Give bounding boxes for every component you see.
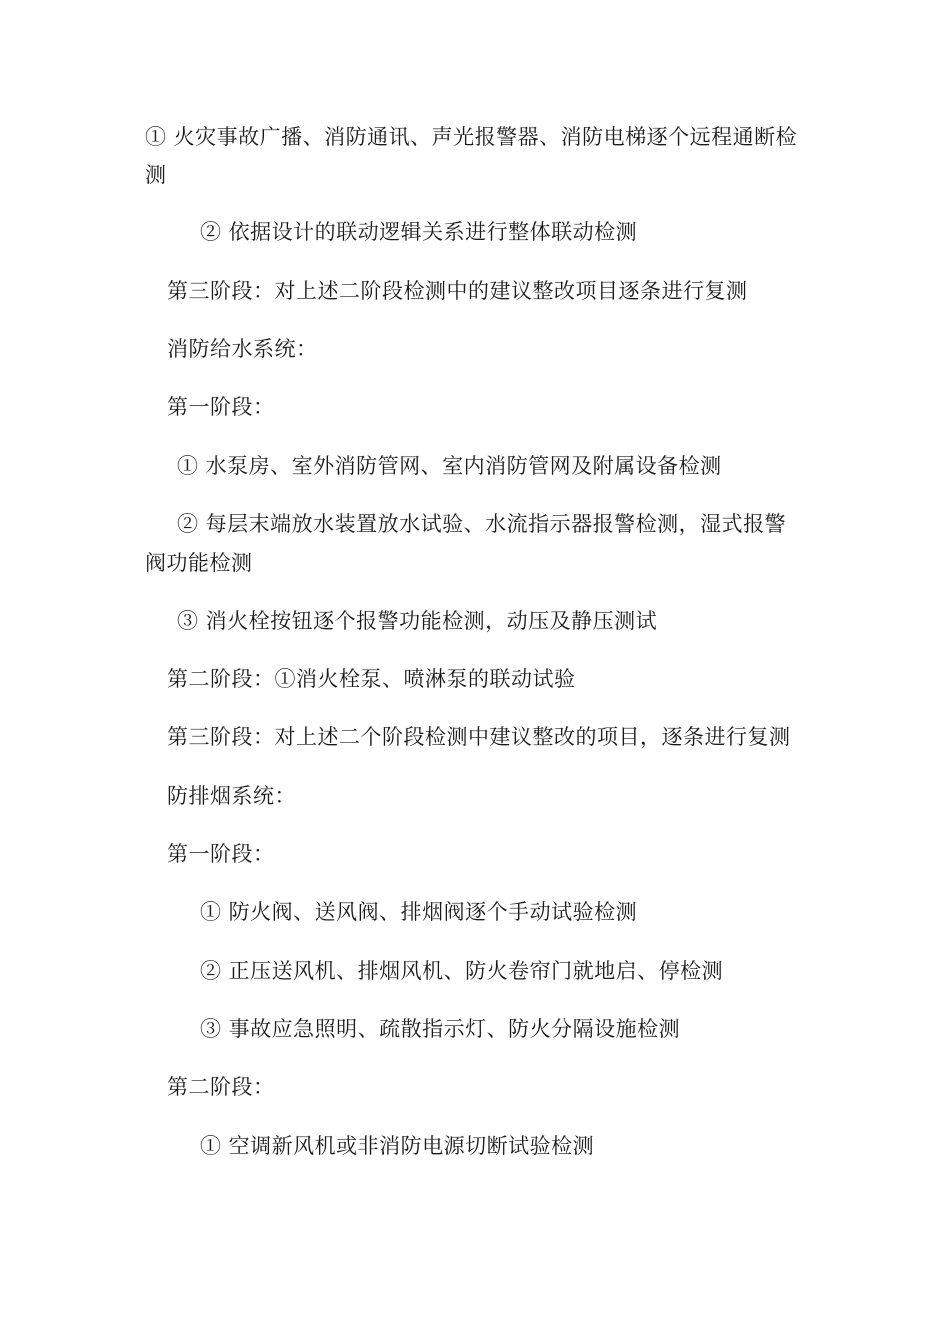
text-line: ③ 消火栓按钮逐个报警功能检测，动压及静压测试 <box>177 609 658 633</box>
text-line: ① 火灾事故广播、消防通讯、声光报警器、消防电梯逐个远程通断检 <box>145 125 798 149</box>
text-line: ② 依据设计的联动逻辑关系进行整体联动检测 <box>200 220 638 244</box>
text-line: 第三阶段：对上述二阶段检测中的建议整改项目逐条进行复测 <box>167 279 748 303</box>
text-line: ② 正压送风机、排烟风机、防火卷帘门就地启、停检测 <box>200 959 724 983</box>
text-line: 第二阶段：①消火栓泵、喷淋泵的联动试验 <box>167 667 576 691</box>
text-line: 第三阶段：对上述二个阶段检测中建议整改的项目，逐条进行复测 <box>167 725 791 749</box>
text-line: 防排烟系统： <box>167 784 296 808</box>
text-line: ① 空调新风机或非消防电源切断试验检测 <box>200 1134 595 1158</box>
text-line: 阀功能检测 <box>145 551 253 575</box>
text-line: 第二阶段： <box>167 1075 275 1099</box>
text-line: ① 防火阀、送风阀、排烟阀逐个手动试验检测 <box>200 900 638 924</box>
text-line: 消防给水系统： <box>167 337 318 361</box>
text-line: ② 每层末端放水装置放水试验、水流指示器报警检测，湿式报警 <box>177 512 787 536</box>
text-line: 第一阶段： <box>167 842 275 866</box>
text-line: ③ 事故应急照明、疏散指示灯、防火分隔设施检测 <box>200 1017 681 1041</box>
text-line: 测 <box>145 163 167 187</box>
text-line: 第一阶段： <box>167 395 275 419</box>
text-line: ① 水泵房、室外消防管网、室内消防管网及附属设备检测 <box>177 454 722 478</box>
